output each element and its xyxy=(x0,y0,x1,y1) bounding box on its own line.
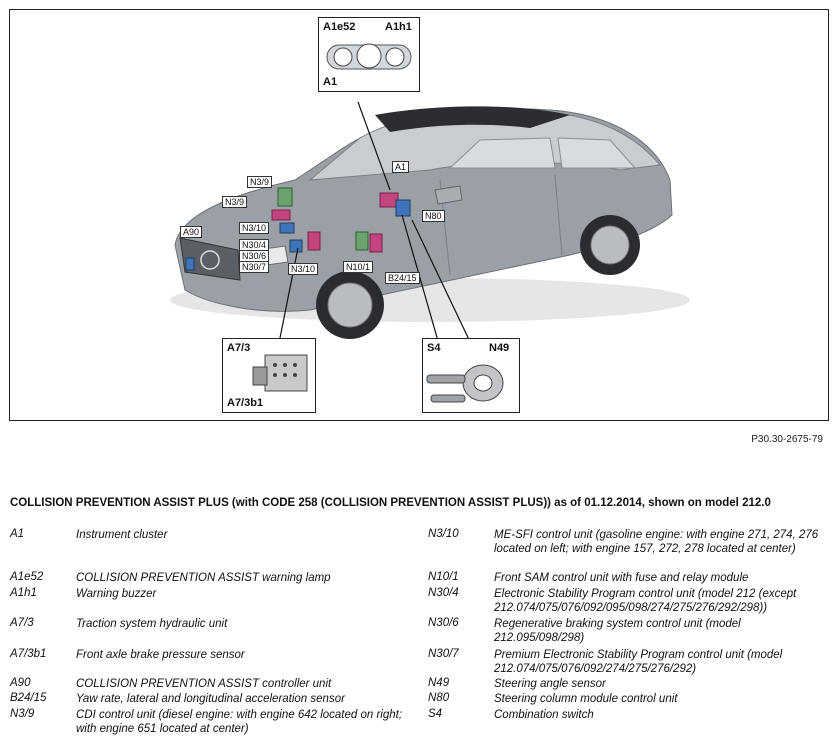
legend-desc: Premium Electronic Stability Program control unit (model 212.074/075/076/092/274/275/276/292) xyxy=(494,649,783,675)
label-n30-6: N30/6 xyxy=(239,250,269,262)
legend-code: A7/3 xyxy=(10,617,34,629)
legend-code: N80 xyxy=(428,692,450,704)
label-n30-7: N30/7 xyxy=(239,261,269,273)
label-n30-4: N30/4 xyxy=(239,239,269,251)
label-n3-9-b: N3/9 xyxy=(222,196,247,208)
label-a1: A1 xyxy=(392,161,409,173)
legend-code: N3/10 xyxy=(428,528,459,540)
legend-code: A7/3b1 xyxy=(10,648,47,660)
label-b24-15: B24/15 xyxy=(385,272,420,284)
callout-a7-3-label: A7/3 xyxy=(227,342,251,354)
legend-desc: ME-SFI control unit (gasoline engine: with engine 271, 274, 276 located on left; with engine 157, 272, 278 located at center) xyxy=(494,529,819,555)
callout-instrument-cluster xyxy=(318,17,420,92)
callout-combination-switch xyxy=(422,338,520,413)
legend-code: N30/4 xyxy=(428,587,459,599)
legend-code: A1h1 xyxy=(10,587,37,599)
legend-code: A90 xyxy=(10,677,31,689)
legend-code: N3/9 xyxy=(10,708,35,720)
legend-desc: Traction system hydraulic unit xyxy=(76,618,228,630)
label-n3-9-a: N3/9 xyxy=(247,176,272,188)
legend-desc: Steering column module control unit xyxy=(494,693,678,705)
callout-n49-label: N49 xyxy=(489,342,510,354)
figure-reference: P30.30-2675-79 xyxy=(751,434,823,445)
legend-desc: Electronic Stability Program control unit (model 212 (except 212.074/075/076/092/095/098/274/275/276/292/298)) xyxy=(494,588,797,614)
n3-9-component xyxy=(278,188,292,206)
label-n80: N80 xyxy=(422,210,445,222)
legend-desc: CDI control unit (diesel engine: with engine 642 located on right; with engine 651 located at center) xyxy=(76,709,403,735)
legend-desc: Instrument cluster xyxy=(76,529,168,541)
cluster-icon xyxy=(319,35,419,79)
legend-code: N30/6 xyxy=(428,617,459,629)
legend-desc: Combination switch xyxy=(494,709,594,721)
legend-code: A1 xyxy=(10,528,25,540)
legend-desc: COLLISION PREVENTION ASSIST warning lamp xyxy=(76,572,331,584)
label-n10-1: N10/1 xyxy=(343,261,373,273)
legend-code: N10/1 xyxy=(428,571,459,583)
callout-buzzer-label: A1h1 xyxy=(385,21,412,33)
hydraulic-unit-icon xyxy=(223,349,315,399)
legend-code: S4 xyxy=(428,708,443,720)
legend-code: A1e52 xyxy=(10,571,44,583)
callout-a7-3b1-label: A7/3b1 xyxy=(227,397,264,409)
label-n3-10-b: N3/10 xyxy=(288,263,318,275)
combination-switch-icon xyxy=(423,351,519,411)
legend-desc: Yaw rate, lateral and longitudinal acceleration sensor xyxy=(76,693,345,705)
page-title: COLLISION PREVENTION ASSIST PLUS (with CODE 258 (COLLISION PREVENTION ASSIST PLUS)) as of 01.12.2014, shown on model 212.0 xyxy=(10,497,771,509)
legend-desc: Warning buzzer xyxy=(76,588,157,600)
legend-desc: COLLISION PREVENTION ASSIST controller unit xyxy=(76,678,332,690)
legend-desc: Front SAM control unit with fuse and relay module xyxy=(494,572,749,584)
legend-desc: Regenerative braking system control unit (model 212.095/098/298) xyxy=(494,618,741,644)
legend-desc: Steering angle sensor xyxy=(494,678,606,690)
figure-frame xyxy=(9,9,829,421)
label-a90: A90 xyxy=(180,226,202,238)
callout-hydraulic-unit xyxy=(222,338,316,413)
label-n3-10-a: N3/10 xyxy=(239,222,269,234)
legend-desc: Front axle brake pressure sensor xyxy=(76,649,245,661)
callout-lamp-label: A1e52 xyxy=(323,21,356,33)
callout-cluster-label: A1 xyxy=(323,76,338,88)
callout-s4-label: S4 xyxy=(427,342,441,354)
legend-code: N30/7 xyxy=(428,648,459,660)
legend-code: B24/15 xyxy=(10,692,47,704)
legend-code: N49 xyxy=(428,677,450,689)
